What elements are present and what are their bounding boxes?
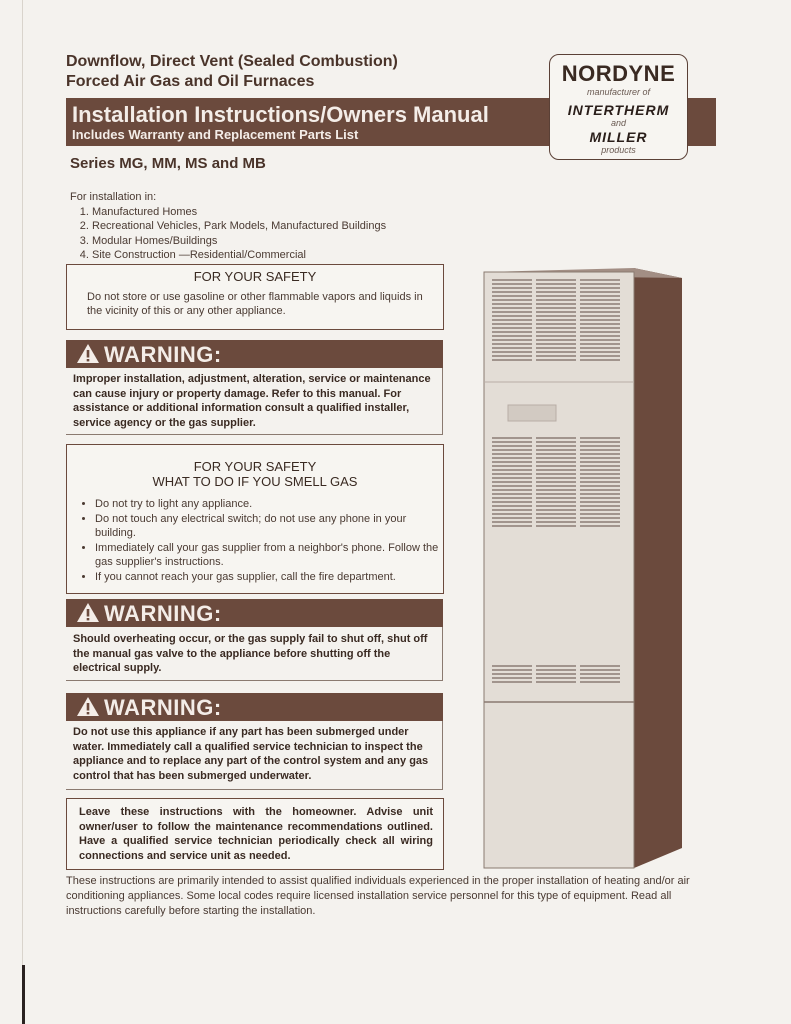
warning-text: Do not use this appliance if any part has been submerged under water. Immediately call a qualified service technician to inspect the appliance and to replace any part of the control system and any gas control that has been submerged underwater. — [73, 726, 429, 782]
furnace-illustration — [480, 262, 686, 870]
warning-bar — [66, 340, 443, 368]
installation-list — [70, 190, 386, 263]
installation-items — [70, 205, 386, 263]
page-edge — [22, 0, 23, 1024]
list-item: 4. Site Construction —Residential/Commercial — [92, 248, 386, 263]
title-line-1: Downflow, Direct Vent (Sealed Combustion) — [66, 53, 398, 70]
list-item: 1. Manufactured Homes — [92, 205, 386, 220]
brand-manufacturer-of: manufacturer of — [586, 87, 651, 97]
warning-triangle-icon — [76, 602, 100, 623]
warning-bar — [66, 599, 443, 627]
brand-and: and — [610, 118, 627, 128]
gas-smell-list — [67, 497, 443, 584]
warning-text: Improper installation, adjustment, alteration, service or maintenance can cause injury or property damage. Refer to this manual. For assistance or additional information consult a qualified installer, service agency or the gas supplier. — [73, 373, 431, 429]
series-heading: Series MG, MM, MS and MB — [70, 155, 266, 172]
warning-bar — [66, 693, 443, 721]
warning-triangle-icon — [76, 696, 100, 717]
gas-smell-heading: WHAT TO DO IF YOU SMELL GAS — [152, 474, 358, 489]
brand-products: products — [601, 145, 636, 155]
list-item: 3. Modular Homes/Buildings — [92, 234, 386, 249]
homeowner-note: Leave these instructions with the homeowner. Advise unit owner/user to follow the maintenance recommendations outlined. Have a qualified service technician periodically check all wiring connections and service unit as needed. — [79, 806, 433, 862]
safety-heading: FOR YOUR SAFETY — [193, 459, 317, 474]
brand-logo-box — [549, 54, 688, 160]
title-line-2: Forced Air Gas and Oil Furnaces — [66, 73, 315, 90]
safety-text: Do not store or use gasoline or other flammable vapors and liquids in the vicinity of this or any other appliance. — [87, 291, 423, 317]
warning-label: WARNING: — [104, 342, 222, 367]
miller-logo: MILLER — [589, 129, 648, 145]
manual-subtitle: Includes Warranty and Replacement Parts List — [72, 127, 359, 142]
document-title — [66, 52, 398, 92]
list-item: 2. Recreational Vehicles, Park Models, Manufactured Buildings — [92, 219, 386, 234]
homeowner-note-box — [66, 798, 444, 870]
brand-name: NORDYNE — [561, 61, 676, 86]
warning-triangle-icon — [76, 343, 100, 364]
safety-box — [66, 264, 444, 330]
warning-text: Should overheating occur, or the gas supply fail to shut off, shut off the manual gas valve to the appliance before shutting off the electrical supply. — [73, 633, 428, 674]
installation-intro: For installation in: — [70, 191, 157, 203]
list-item: • Do not touch any electrical switch; do not use any phone in your building. — [95, 512, 443, 541]
manual-title: Installation Instructions/Owners Manual — [72, 102, 489, 127]
list-item: • Do not try to light any appliance. — [95, 497, 443, 512]
list-item: • If you cannot reach your gas supplier, call the fire department. — [95, 570, 443, 585]
page-edge-mark — [22, 965, 25, 1024]
safety-heading: FOR YOUR SAFETY — [193, 269, 317, 284]
intertherm-logo: INTERTHERM — [567, 102, 670, 118]
warning-label: WARNING: — [104, 601, 222, 626]
list-item: • Immediately call your gas supplier from a neighbor's phone. Follow the gas supplier's instructions. — [95, 541, 443, 570]
footer-paragraph: These instructions are primarily intended to assist qualified individuals experienced in the proper installation of heating and/or air conditioning appliances. Some local codes require licensed installation service personnel for this type of equipment. Read all instructions carefully before starting the installation. — [66, 875, 690, 917]
warning-label: WARNING: — [104, 695, 222, 720]
gas-smell-box — [66, 444, 444, 594]
